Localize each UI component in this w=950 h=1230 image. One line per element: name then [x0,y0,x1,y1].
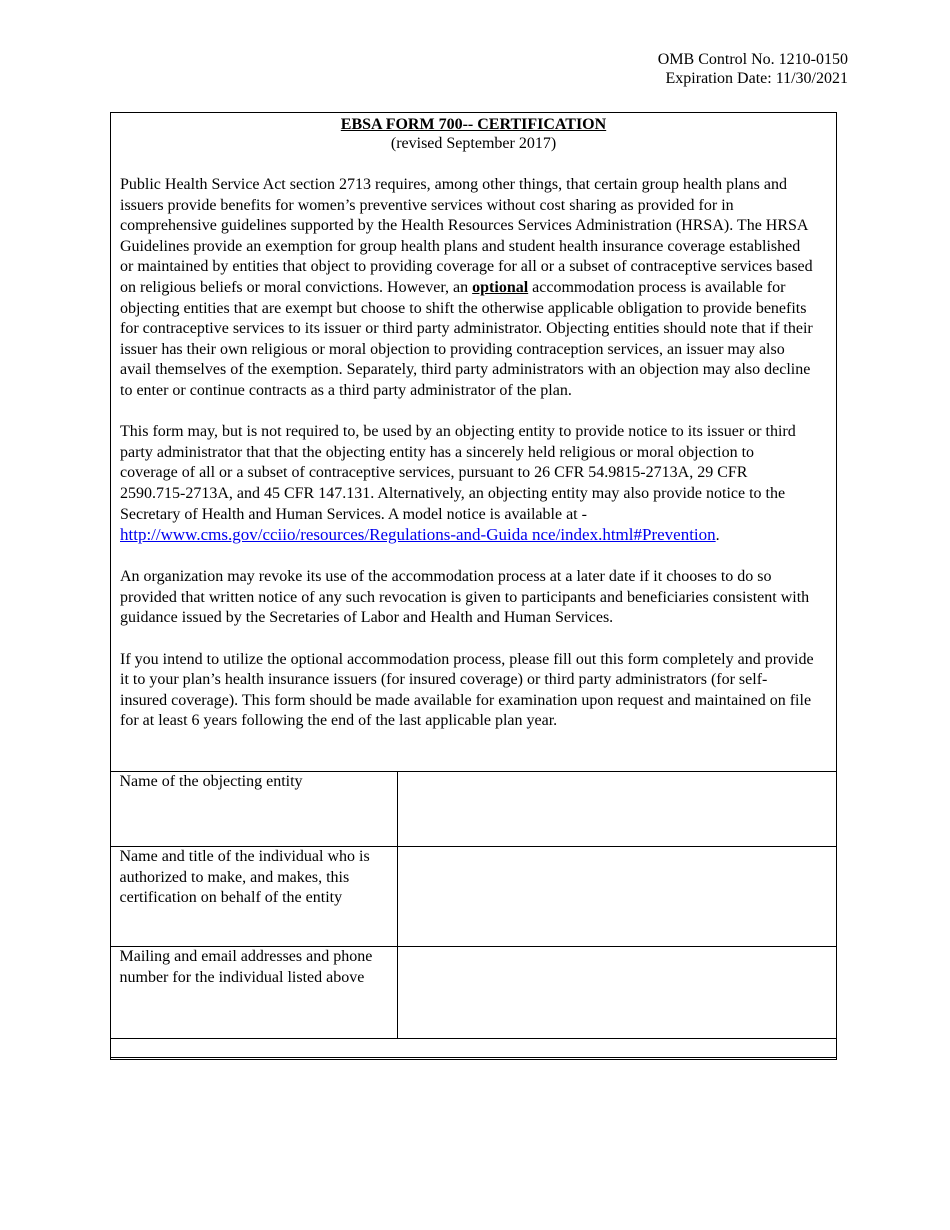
certification-form [110,112,837,1058]
paragraph-exemption-text-2: accommodation process is available for objecting entities that are exempt but choose to shift the otherwise applicable obligation to provide benefits for contraceptive services to its issuer or third party administrator. Objecting entities should note that if their issuer has their own religious or moral objection to providing contraception services, an issuer may also avail themselves of the exemption. Separately, third party administrators with an objection may also decline to enter or continue contracts as a third party administrator of the plan. [120,278,813,399]
contact-info-label: Mailing and email addresses and phone number for the individual listed above [110,947,397,1039]
table-row [110,847,836,947]
form-title: EBSA FORM 700-- CERTIFICATION [340,116,607,133]
paragraph-instructions: If you intend to utilize the optional accommodation process, please fill out this form completely and provide it to your plan’s health insurance issuers (for insured coverage) or third party administrators (for self-insured coverage). This form should be made available for examination upon request and maintained on file for at least 6 years following the end of the last applicable plan year. [120,650,814,730]
table-row [110,947,836,1039]
omb-control-number: OMB Control No. 1210-0150 [657,51,848,68]
paragraph-exemption-text-1: Public Health Service Act section 2713 requires, among other things, that certain group health plans and issuers provide benefits for women’s preventive services without cost sharing as provided for in comprehensive guidelines supported by the Health Resources Services Administration (HRSA). The HRSA Guidelines provide an exemption for group health plans and student health insurance coverage established or maintained by entities that object to providing coverage for all or a subset of contraceptive services based on religious beliefs or moral convictions. However, an [120,176,813,296]
entity-name-label: Name of the objecting entity [110,772,397,847]
table-row-blank [110,1039,836,1060]
paragraph-notice [120,422,814,547]
contact-info-field[interactable] [397,947,836,1039]
expiration-date: Expiration Date: 11/30/2021 [665,70,848,87]
form-revision: (revised September 2017) [390,135,557,152]
paragraph-notice-text: This form may, but is not required to, be used by an objecting entity to provide notice to its issuer or third party administrator that that the objecting entity has a sincerely held religious or moral objection to coverage of all or a subset of contraceptive services, pursuant to 26 CFR 54.9815-2713A, 29 CFR 2590.715-2713A, and 45 CFR 147.131. Alternatively, an objecting entity may also provide notice to the Secretary of Health and Human Services. A model notice is available at - [120,423,796,523]
model-notice-link[interactable]: http://www.cms.gov/cciio/resources/Regulations-and-Guida nce/index.html#Prevention [120,525,716,545]
form-instructions [120,175,814,732]
blank-row-cell [110,1039,836,1060]
individual-name-title-label: Name and title of the individual who is authorized to make, and makes, this certification on behalf of the entity [110,847,397,947]
individual-name-title-field[interactable] [397,847,836,947]
paragraph-revocation: An organization may revoke its use of the accommodation process at a later date if it chooses to do so provided that written notice of any such revocation is given to participants and beneficiaries consistent with guidance issued by the Secretaries of Labor and Health and Human Services. [120,568,810,627]
omb-block [658,50,848,88]
certification-fields-table [110,771,837,1060]
table-row [110,772,836,847]
paragraph-exemption [120,175,814,402]
entity-name-field[interactable] [397,772,836,847]
optional-emphasis: optional [472,278,529,296]
paragraph-notice-end: . [715,527,720,545]
